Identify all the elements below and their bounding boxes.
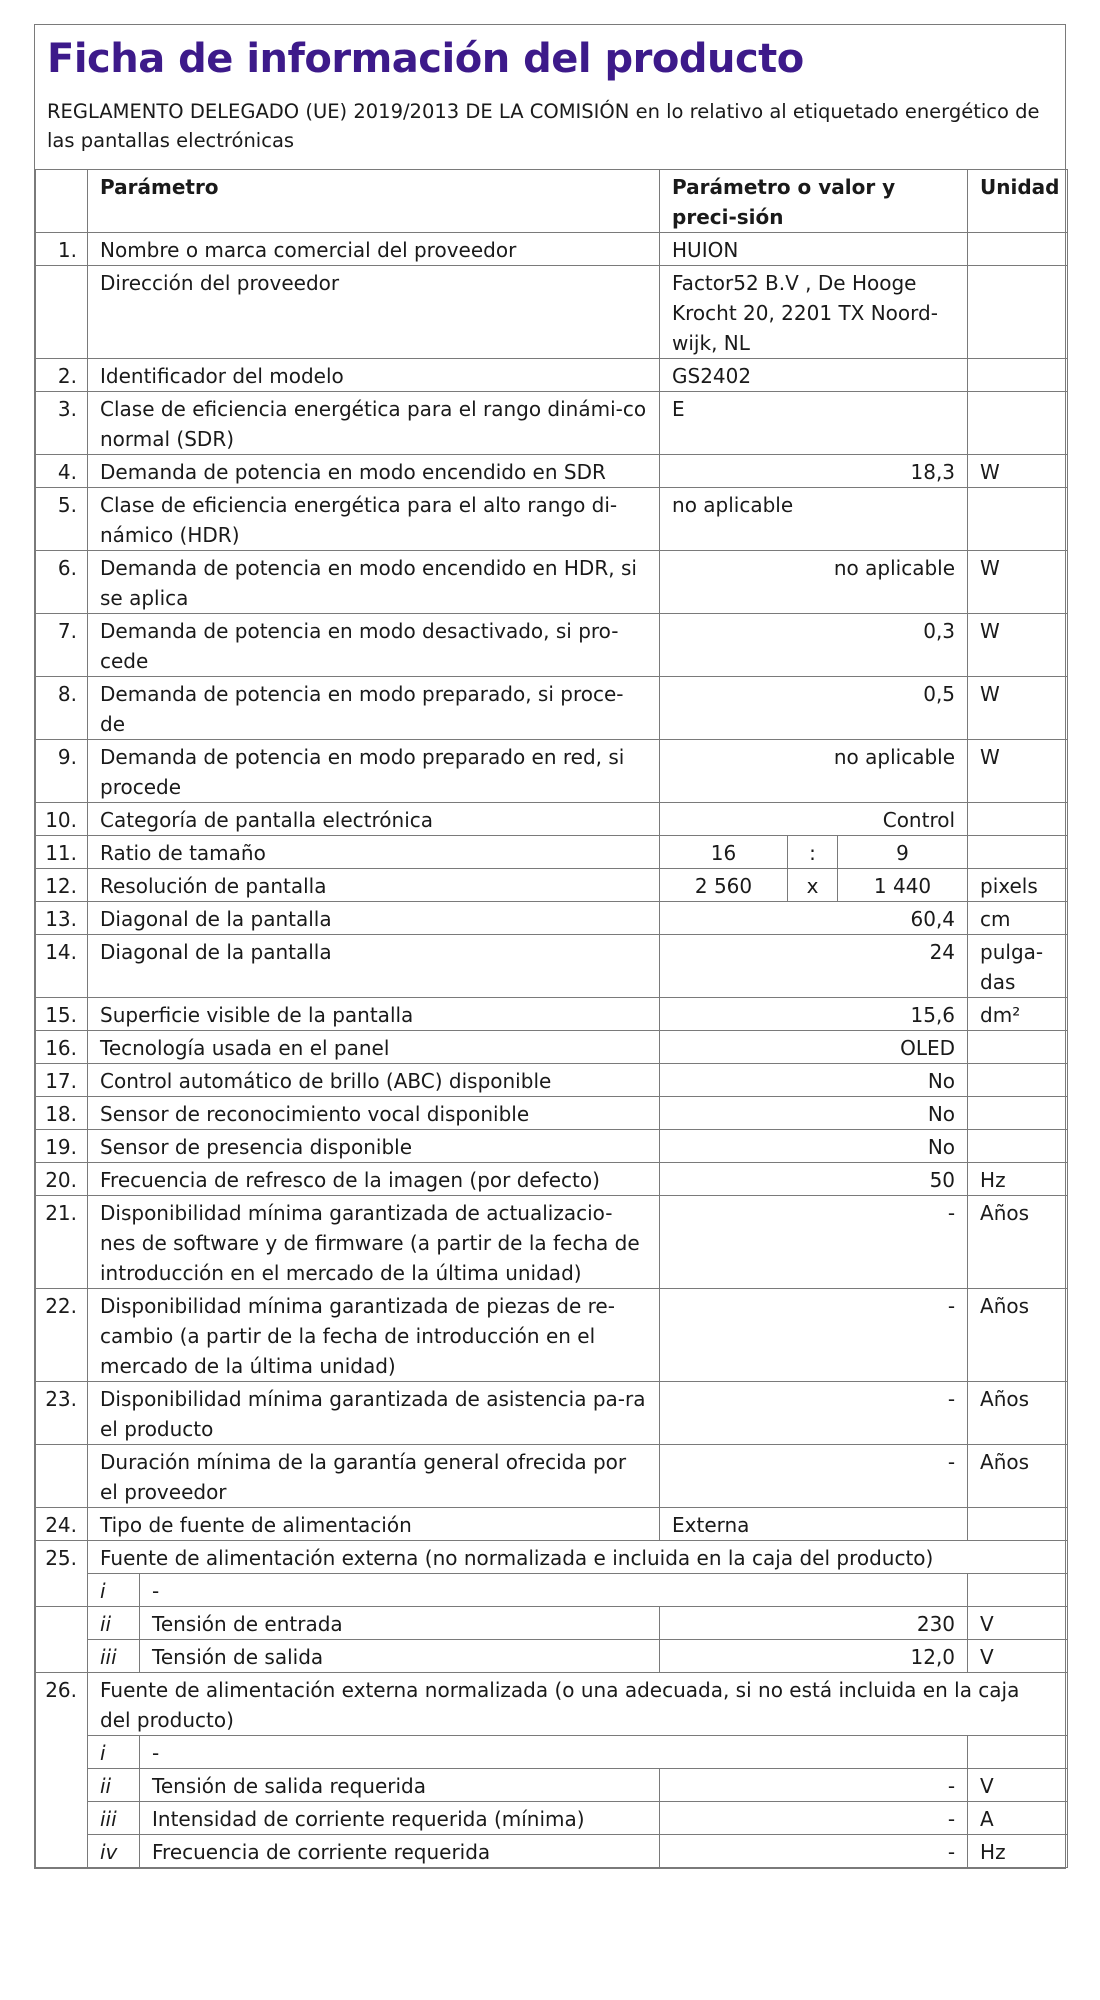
row-value: No (660, 1130, 968, 1163)
table-subrow (36, 1769, 1068, 1802)
header-parameter: Parámetro (88, 170, 660, 233)
row-number: 5. (36, 488, 88, 551)
table-row (36, 1445, 1068, 1508)
header-unit: Unidad (968, 170, 1068, 233)
row-parameter: Disponibilidad mínima garantizada de asistencia pa-ra el producto (88, 1382, 660, 1445)
row-parameter: Demanda de potencia en modo desactivado, si pro-cede (88, 614, 660, 677)
row-unit (968, 488, 1068, 551)
row-parameter: Categoría de pantalla electrónica (88, 803, 660, 836)
row-parameter: Identificador del modelo (88, 359, 660, 392)
row-unit: W (968, 614, 1068, 677)
row-number: 6. (36, 551, 88, 614)
table-row (36, 488, 1068, 551)
row-value: 24 (660, 935, 968, 998)
row-value: - (660, 1382, 968, 1445)
row-value: OLED (660, 1031, 968, 1064)
row-unit: Años (968, 1382, 1068, 1445)
row-value: 0,5 (660, 677, 968, 740)
subrow-value: - (660, 1835, 968, 1868)
subrow-parameter: Frecuencia de corriente requerida (140, 1835, 660, 1868)
row-parameter: Demanda de potencia en modo encendido en HDR, si se aplica (88, 551, 660, 614)
table-subrow (36, 1835, 1068, 1868)
subrow-unit: V (968, 1640, 1068, 1673)
row-number: 22. (36, 1289, 88, 1382)
row-unit (968, 1064, 1068, 1097)
table-subrow (36, 1802, 1068, 1835)
table-subrow (36, 1607, 1068, 1640)
product-information-sheet (34, 24, 1066, 1869)
table-row (36, 233, 1068, 266)
subrow-unit: Hz (968, 1835, 1068, 1868)
row-unit (968, 266, 1068, 359)
row-value: - (660, 1196, 968, 1289)
row-unit: W (968, 551, 1068, 614)
table-row (36, 902, 1068, 935)
ratio-height: 9 (838, 836, 968, 869)
table-header-row (36, 170, 1068, 233)
table-row (36, 1064, 1068, 1097)
resolution-height: 1 440 (838, 869, 968, 902)
header-value: Parámetro o valor y preci-sión (660, 170, 968, 233)
row-unit: W (968, 455, 1068, 488)
row-number: 9. (36, 740, 88, 803)
row-number: 8. (36, 677, 88, 740)
subrow-index: iii (88, 1802, 140, 1835)
row-value: no aplicable (660, 488, 968, 551)
table-row (36, 1031, 1068, 1064)
row-parameter: Frecuencia de refresco de la imagen (por defecto) (88, 1163, 660, 1196)
row-number: 24. (36, 1508, 88, 1541)
row-unit (968, 359, 1068, 392)
row-unit (968, 233, 1068, 266)
row-parameter: Sensor de reconocimiento vocal disponible (88, 1097, 660, 1130)
subrow-value: - (660, 1769, 968, 1802)
row-parameter: Demanda de potencia en modo preparado en red, si procede (88, 740, 660, 803)
table-row (36, 803, 1068, 836)
row-number: 11. (36, 836, 88, 869)
table-row (36, 998, 1068, 1031)
row-value: HUION (660, 233, 968, 266)
page-title: Ficha de información del producto (47, 36, 804, 82)
row-value: - (660, 1445, 968, 1508)
table-section-row (36, 1673, 1068, 1736)
row-value: No (660, 1064, 968, 1097)
table-row (36, 1130, 1068, 1163)
resolution-separator: x (788, 869, 838, 902)
table-row (36, 392, 1068, 455)
row-number: 12. (36, 869, 88, 902)
row-number: 10. (36, 803, 88, 836)
row-parameter: Clase de eficiencia energética para el alto rango di-námico (HDR) (88, 488, 660, 551)
subrow-index: iv (88, 1835, 140, 1868)
row-parameter: Diagonal de la pantalla (88, 902, 660, 935)
subrow-parameter: Tensión de entrada (140, 1607, 660, 1640)
row-number: 25. (36, 1541, 88, 1574)
row-unit: W (968, 740, 1068, 803)
row-number: 23. (36, 1382, 88, 1445)
row-number: 7. (36, 614, 88, 677)
row-parameter: Clase de eficiencia energética para el rango dinámi-co normal (SDR) (88, 392, 660, 455)
table-row (36, 836, 1068, 869)
subrow-parameter: Tensión de salida requerida (140, 1769, 660, 1802)
table-subrow (36, 1736, 1068, 1769)
row-parameter: Duración mínima de la garantía general ofrecida por el proveedor (88, 1445, 660, 1508)
table-row (36, 614, 1068, 677)
ratio-separator: : (788, 836, 838, 869)
row-value: Control (660, 803, 968, 836)
table-row (36, 551, 1068, 614)
table-row (36, 359, 1068, 392)
row-value: Externa (660, 1508, 968, 1541)
regulation-subtitle: REGLAMENTO DELEGADO (UE) 2019/2013 DE LA COMISIÓN en lo relativo al etiquetado energético de las pantallas electrónicas (47, 100, 1040, 152)
row-value: no aplicable (660, 551, 968, 614)
parameters-table (35, 169, 1068, 1868)
row-unit: Hz (968, 1163, 1068, 1196)
row-value: E (660, 392, 968, 455)
row-number: 21. (36, 1196, 88, 1289)
row-number: 14. (36, 935, 88, 998)
row-parameter: Resolución de pantalla (88, 869, 660, 902)
row-number: 17. (36, 1064, 88, 1097)
subrow-parameter: - (140, 1574, 968, 1607)
row-number: 1. (36, 233, 88, 266)
row-parameter: Disponibilidad mínima garantizada de piezas de re-cambio (a partir de la fecha de introducción en el mercado de la última unidad) (88, 1289, 660, 1382)
table-row (36, 455, 1068, 488)
row-unit (968, 1031, 1068, 1064)
row-parameter: Superficie visible de la pantalla (88, 998, 660, 1031)
row-unit (968, 836, 1068, 869)
table-row (36, 1163, 1068, 1196)
row-parameter: Sensor de presencia disponible (88, 1130, 660, 1163)
resolution-width: 2 560 (660, 869, 788, 902)
subrow-index: i (88, 1574, 140, 1607)
table-section-row (36, 1541, 1068, 1574)
row-value: 18,3 (660, 455, 968, 488)
row-number (36, 266, 88, 359)
row-number (36, 1445, 88, 1508)
subrow-index: ii (88, 1607, 140, 1640)
row-unit (968, 392, 1068, 455)
row-unit: pulga-das (968, 935, 1068, 998)
row-number: 3. (36, 392, 88, 455)
row-number: 15. (36, 998, 88, 1031)
row-number: 19. (36, 1130, 88, 1163)
row-unit: pixels (968, 869, 1068, 902)
row-unit (968, 1130, 1068, 1163)
row-unit: cm (968, 902, 1068, 935)
row-value: 50 (660, 1163, 968, 1196)
subrow-unit: A (968, 1802, 1068, 1835)
subrow-parameter: Tensión de salida (140, 1640, 660, 1673)
subrow-value: 12,0 (660, 1640, 968, 1673)
row-number: 2. (36, 359, 88, 392)
table-row (36, 869, 1068, 902)
table-row (36, 1097, 1068, 1130)
ratio-width: 16 (660, 836, 788, 869)
row-parameter: Tipo de fuente de alimentación (88, 1508, 660, 1541)
row-value: - (660, 1289, 968, 1382)
table-row (36, 1382, 1068, 1445)
row-number: 13. (36, 902, 88, 935)
row-value: 15,6 (660, 998, 968, 1031)
subrow-unit: V (968, 1769, 1068, 1802)
row-value: 60,4 (660, 902, 968, 935)
row-parameter: Nombre o marca comercial del proveedor (88, 233, 660, 266)
row-number: 4. (36, 455, 88, 488)
table-row (36, 1289, 1068, 1382)
table-row (36, 677, 1068, 740)
table-subrow (36, 1574, 1068, 1607)
row-number: 16. (36, 1031, 88, 1064)
table-row (36, 1508, 1068, 1541)
row-parameter: Dirección del proveedor (88, 266, 660, 359)
row-parameter: Ratio de tamaño (88, 836, 660, 869)
section-heading: Fuente de alimentación externa (no normalizada e incluida en la caja del producto) (88, 1541, 1068, 1574)
row-value: no aplicable (660, 740, 968, 803)
row-number: 26. (36, 1673, 88, 1736)
table-row (36, 740, 1068, 803)
row-parameter: Demanda de potencia en modo preparado, si proce-de (88, 677, 660, 740)
row-parameter: Demanda de potencia en modo encendido en SDR (88, 455, 660, 488)
row-parameter: Disponibilidad mínima garantizada de actualizacio-nes de software y de firmware (a partir de la fecha de introducción en el mercado de la última unidad) (88, 1196, 660, 1289)
row-unit: Años (968, 1289, 1068, 1382)
row-parameter: Control automático de brillo (ABC) disponible (88, 1064, 660, 1097)
subrow-parameter: Intensidad de corriente requerida (mínima) (140, 1802, 660, 1835)
section-heading: Fuente de alimentación externa normalizada (o una adecuada, si no está incluida en la caja del producto) (88, 1673, 1068, 1736)
subrow-value: - (660, 1802, 968, 1835)
table-subrow (36, 1640, 1068, 1673)
table-row (36, 266, 1068, 359)
subrow-index: ii (88, 1769, 140, 1802)
subrow-index: i (88, 1736, 140, 1769)
row-value: GS2402 (660, 359, 968, 392)
table-row (36, 935, 1068, 998)
row-number: 18. (36, 1097, 88, 1130)
row-unit: Años (968, 1196, 1068, 1289)
subrow-parameter: - (140, 1736, 968, 1769)
table-row (36, 1196, 1068, 1289)
row-number: 20. (36, 1163, 88, 1196)
row-unit: Años (968, 1445, 1068, 1508)
row-value: 0,3 (660, 614, 968, 677)
row-unit (968, 1097, 1068, 1130)
row-parameter: Diagonal de la pantalla (88, 935, 660, 998)
row-unit (968, 1508, 1068, 1541)
row-unit (968, 803, 1068, 836)
row-parameter: Tecnología usada en el panel (88, 1031, 660, 1064)
row-unit: W (968, 677, 1068, 740)
subrow-unit: V (968, 1607, 1068, 1640)
row-unit: dm² (968, 998, 1068, 1031)
subrow-value: 230 (660, 1607, 968, 1640)
row-value: Factor52 B.V , De Hooge Krocht 20, 2201 TX Noord-wijk, NL (660, 266, 968, 359)
subrow-index: iii (88, 1640, 140, 1673)
row-value: No (660, 1097, 968, 1130)
